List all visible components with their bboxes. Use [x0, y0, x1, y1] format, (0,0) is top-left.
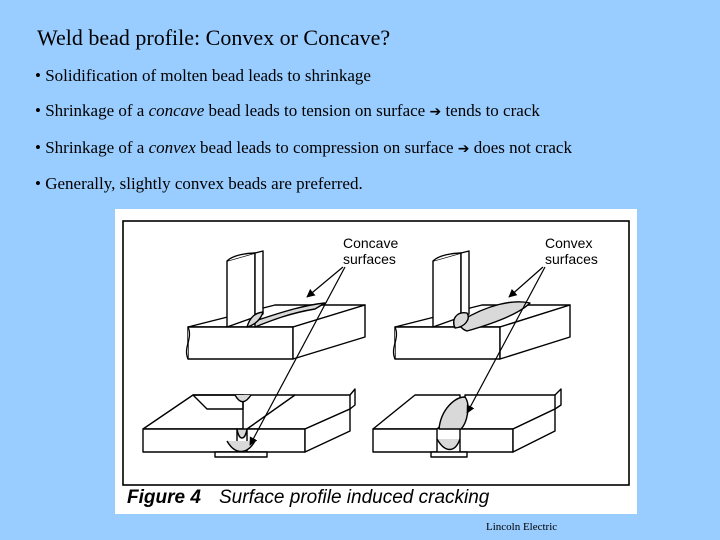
bullet-text-tail: tends to crack: [441, 101, 540, 120]
bullet-text-pre: Shrinkage of a: [45, 138, 149, 157]
credit-text: Lincoln Electric: [486, 521, 558, 533]
bullet-text-post: bead leads to tension on surface: [204, 101, 430, 120]
convex-label-line2: surfaces: [545, 251, 598, 267]
bullet-solidification: [35, 65, 371, 87]
bullet-emphasis: convex: [148, 138, 196, 157]
weld-diagram: [115, 209, 637, 514]
figure-caption-text: Surface profile induced cracking: [219, 487, 490, 508]
bullet-marker: •: [35, 66, 41, 85]
bullet-text: Solidification of molten bead leads to shrinkage: [45, 66, 371, 85]
concave-label-line2: surfaces: [343, 251, 396, 267]
convex-label-line1: Convex: [545, 235, 593, 251]
figure-caption-number: Figure 4: [127, 487, 201, 508]
concave-label-line1: Concave: [343, 235, 399, 251]
bullet-concave: [35, 100, 540, 123]
bullet-generally: [35, 173, 363, 195]
arrow-right-icon: ➔: [457, 141, 470, 157]
bullet-marker: •: [35, 101, 41, 120]
bullet-marker: •: [35, 138, 41, 157]
bullet-text-post: bead leads to compression on surface: [195, 138, 458, 157]
slide-title: Weld bead profile: Convex or Concave?: [37, 25, 391, 50]
bullet-convex: [35, 137, 572, 160]
bullet-emphasis: concave: [148, 101, 205, 120]
bullet-text-pre: Shrinkage of a: [45, 101, 149, 120]
arrow-right-icon: ➔: [429, 104, 442, 120]
weld-profile-figure: [115, 209, 637, 514]
bullet-text: Generally, slightly convex beads are preferred.: [45, 174, 363, 193]
bullet-marker: •: [35, 174, 41, 193]
bullet-text-tail: does not crack: [469, 138, 572, 157]
